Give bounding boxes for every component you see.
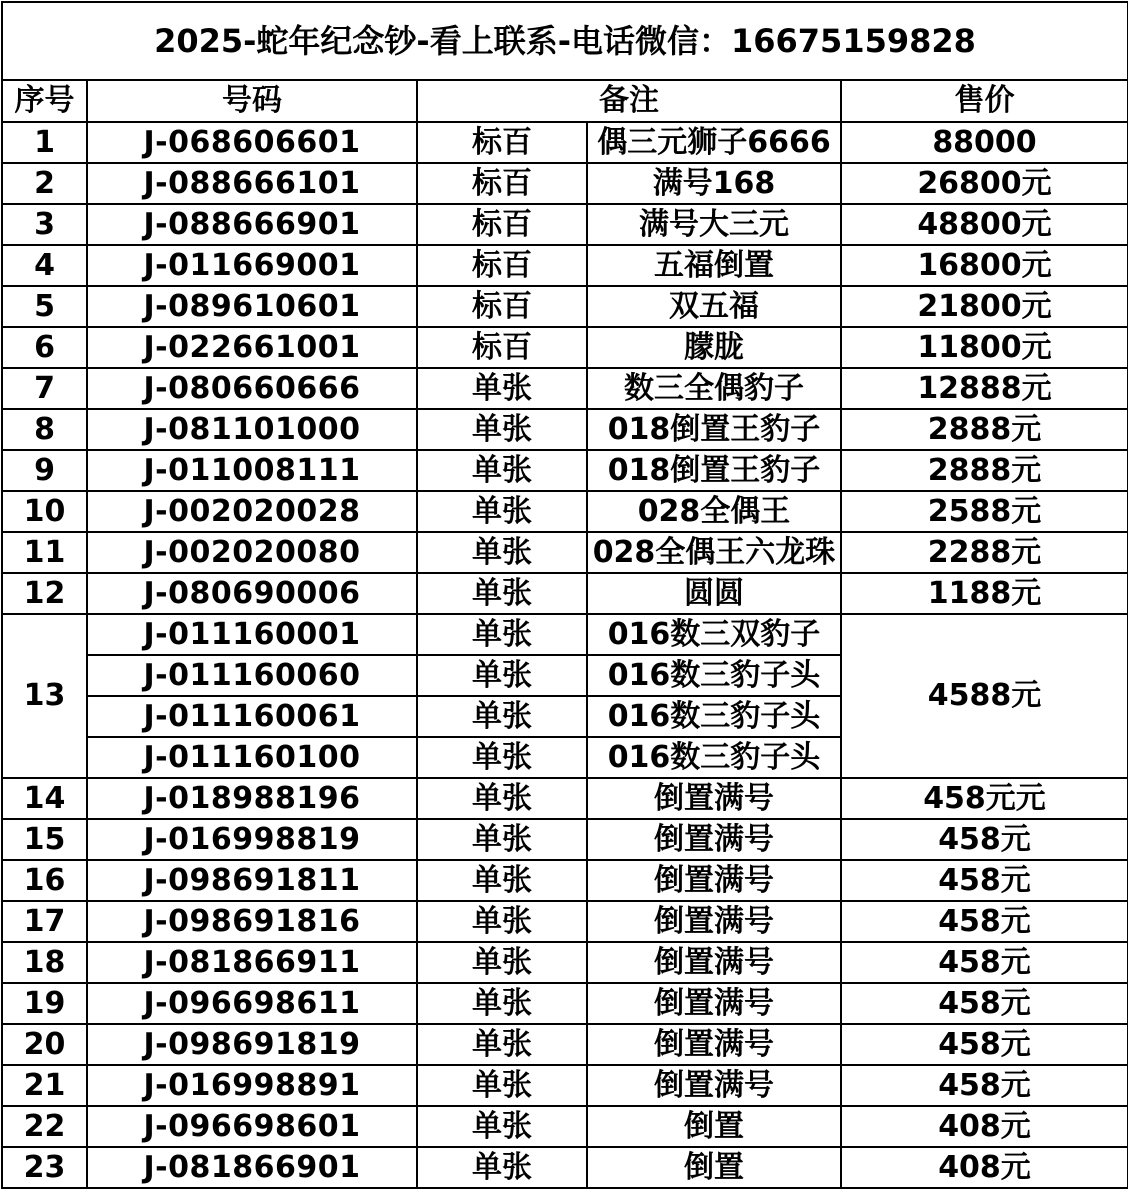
row-type: 单张 [417, 696, 587, 737]
row-type: 单张 [417, 491, 587, 532]
row-note: 倒置满号 [587, 860, 841, 901]
row-type: 标百 [417, 286, 587, 327]
row-code: J-088666901 [87, 204, 417, 245]
row-code: J-080660666 [87, 368, 417, 409]
row-note: 倒置满号 [587, 983, 841, 1024]
row-price: 26800元 [841, 163, 1128, 204]
row-type: 单张 [417, 614, 587, 655]
row-no: 9 [2, 450, 87, 491]
table-row [2, 1024, 1128, 1065]
row-no: 1 [2, 122, 87, 163]
row-type: 标百 [417, 204, 587, 245]
row-type: 单张 [417, 532, 587, 573]
row-price: 2288元 [841, 532, 1128, 573]
row-price: 2888元 [841, 450, 1128, 491]
row-code: J-098691816 [87, 901, 417, 942]
header-code: 号码 [87, 80, 417, 122]
table-title: 2025-蛇年纪念钞-看上联系-电话微信：16675159828 [2, 2, 1128, 80]
row-type: 单张 [417, 1106, 587, 1147]
row-no: 21 [2, 1065, 87, 1106]
row-no: 20 [2, 1024, 87, 1065]
row-type: 单张 [417, 655, 587, 696]
row-no: 16 [2, 860, 87, 901]
row-price: 458元 [841, 1024, 1128, 1065]
row-no: 22 [2, 1106, 87, 1147]
table-row [2, 1065, 1128, 1106]
row-note: 018倒置王豹子 [587, 409, 841, 450]
table-row [2, 532, 1128, 573]
row-type: 单张 [417, 860, 587, 901]
row-type: 单张 [417, 409, 587, 450]
row-code: J-022661001 [87, 327, 417, 368]
row-no: 4 [2, 245, 87, 286]
row-no: 3 [2, 204, 87, 245]
row-type: 标百 [417, 163, 587, 204]
row-type: 单张 [417, 778, 587, 819]
row-no: 17 [2, 901, 87, 942]
row-code: J-081101000 [87, 409, 417, 450]
header-row [2, 80, 1128, 122]
row-code: J-002020080 [87, 532, 417, 573]
row-note: 倒置满号 [587, 942, 841, 983]
row-type: 单张 [417, 942, 587, 983]
row-code: J-011008111 [87, 450, 417, 491]
row-no: 8 [2, 409, 87, 450]
table-row [2, 163, 1128, 204]
table-row [2, 122, 1128, 163]
row-note: 016数三双豹子 [587, 614, 841, 655]
row-type: 单张 [417, 901, 587, 942]
row-type: 单张 [417, 737, 587, 778]
row-code: J-002020028 [87, 491, 417, 532]
table-row [2, 942, 1128, 983]
row-type: 标百 [417, 327, 587, 368]
row-no: 18 [2, 942, 87, 983]
row-note: 朦胧 [587, 327, 841, 368]
row-price: 2588元 [841, 491, 1128, 532]
row-price: 11800元 [841, 327, 1128, 368]
row-code: J-081866911 [87, 942, 417, 983]
row-note: 倒置 [587, 1147, 841, 1188]
row-no: 6 [2, 327, 87, 368]
row-no: 19 [2, 983, 87, 1024]
row-code: J-089610601 [87, 286, 417, 327]
row-type: 单张 [417, 1065, 587, 1106]
row-type: 标百 [417, 245, 587, 286]
row-code: J-068606601 [87, 122, 417, 163]
row-code: J-011160100 [87, 737, 417, 778]
row-code: J-098691819 [87, 1024, 417, 1065]
row-note: 满号大三元 [587, 204, 841, 245]
row-price: 16800元 [841, 245, 1128, 286]
header-note: 备注 [417, 80, 841, 122]
table-row [2, 327, 1128, 368]
row-no: 13 [2, 614, 87, 778]
row-price: 458元 [841, 860, 1128, 901]
row-no: 7 [2, 368, 87, 409]
row-no: 11 [2, 532, 87, 573]
row-code: J-088666101 [87, 163, 417, 204]
row-no: 2 [2, 163, 87, 204]
row-note: 倒置满号 [587, 1065, 841, 1106]
row-price: 88000 [841, 122, 1128, 163]
row-note: 双五福 [587, 286, 841, 327]
row-no: 10 [2, 491, 87, 532]
row-note: 016数三豹子头 [587, 737, 841, 778]
row-code: J-016998819 [87, 819, 417, 860]
table-row [2, 450, 1128, 491]
row-note: 圆圆 [587, 573, 841, 614]
table-row [2, 491, 1128, 532]
row-no: 14 [2, 778, 87, 819]
row-type: 单张 [417, 368, 587, 409]
header-price: 售价 [841, 80, 1128, 122]
table-row [2, 614, 1128, 655]
row-price: 408元 [841, 1106, 1128, 1147]
row-type: 单张 [417, 573, 587, 614]
row-code: J-011160060 [87, 655, 417, 696]
row-note: 五福倒置 [587, 245, 841, 286]
row-note: 016数三豹子头 [587, 655, 841, 696]
row-no: 12 [2, 573, 87, 614]
table-row [2, 245, 1128, 286]
row-note: 倒置满号 [587, 819, 841, 860]
row-note: 028全偶王 [587, 491, 841, 532]
row-note: 偶三元狮子6666 [587, 122, 841, 163]
row-type: 单张 [417, 983, 587, 1024]
row-price: 458元 [841, 942, 1128, 983]
table-row [2, 204, 1128, 245]
row-code: J-011160001 [87, 614, 417, 655]
row-type: 单张 [417, 1147, 587, 1188]
table-row [2, 860, 1128, 901]
table-row [2, 286, 1128, 327]
row-price: 458元 [841, 1065, 1128, 1106]
price-table [1, 1, 1128, 1189]
row-no: 15 [2, 819, 87, 860]
row-price: 21800元 [841, 286, 1128, 327]
row-code: J-016998891 [87, 1065, 417, 1106]
row-note: 倒置满号 [587, 901, 841, 942]
header-no: 序号 [2, 80, 87, 122]
row-price: 458元 [841, 819, 1128, 860]
row-price: 4588元 [841, 614, 1128, 778]
row-price: 48800元 [841, 204, 1128, 245]
row-code: J-011160061 [87, 696, 417, 737]
row-note: 倒置满号 [587, 778, 841, 819]
row-price: 12888元 [841, 368, 1128, 409]
row-no: 23 [2, 1147, 87, 1188]
row-price: 408元 [841, 1147, 1128, 1188]
row-note: 028全偶王六龙珠 [587, 532, 841, 573]
row-code: J-096698601 [87, 1106, 417, 1147]
row-code: J-080690006 [87, 573, 417, 614]
row-price: 1188元 [841, 573, 1128, 614]
row-code: J-098691811 [87, 860, 417, 901]
row-note: 016数三豹子头 [587, 696, 841, 737]
table-row [2, 409, 1128, 450]
row-no: 5 [2, 286, 87, 327]
table-row [2, 901, 1128, 942]
row-price: 458元 [841, 983, 1128, 1024]
row-code: J-081866901 [87, 1147, 417, 1188]
row-type: 单张 [417, 450, 587, 491]
row-price: 458元 [841, 901, 1128, 942]
row-code: J-096698611 [87, 983, 417, 1024]
row-note: 018倒置王豹子 [587, 450, 841, 491]
table-row [2, 1147, 1128, 1188]
row-price: 2888元 [841, 409, 1128, 450]
row-note: 满号168 [587, 163, 841, 204]
row-note: 数三全偶豹子 [587, 368, 841, 409]
row-code: J-011669001 [87, 245, 417, 286]
table-row [2, 1106, 1128, 1147]
title-row [2, 2, 1128, 80]
row-note: 倒置 [587, 1106, 841, 1147]
table-row [2, 983, 1128, 1024]
row-type: 单张 [417, 819, 587, 860]
row-type: 标百 [417, 122, 587, 163]
table-row [2, 778, 1128, 819]
row-note: 倒置满号 [587, 1024, 841, 1065]
row-type: 单张 [417, 1024, 587, 1065]
row-price: 458元元 [841, 778, 1128, 819]
table-row [2, 573, 1128, 614]
table-row [2, 368, 1128, 409]
row-code: J-018988196 [87, 778, 417, 819]
table-row [2, 819, 1128, 860]
